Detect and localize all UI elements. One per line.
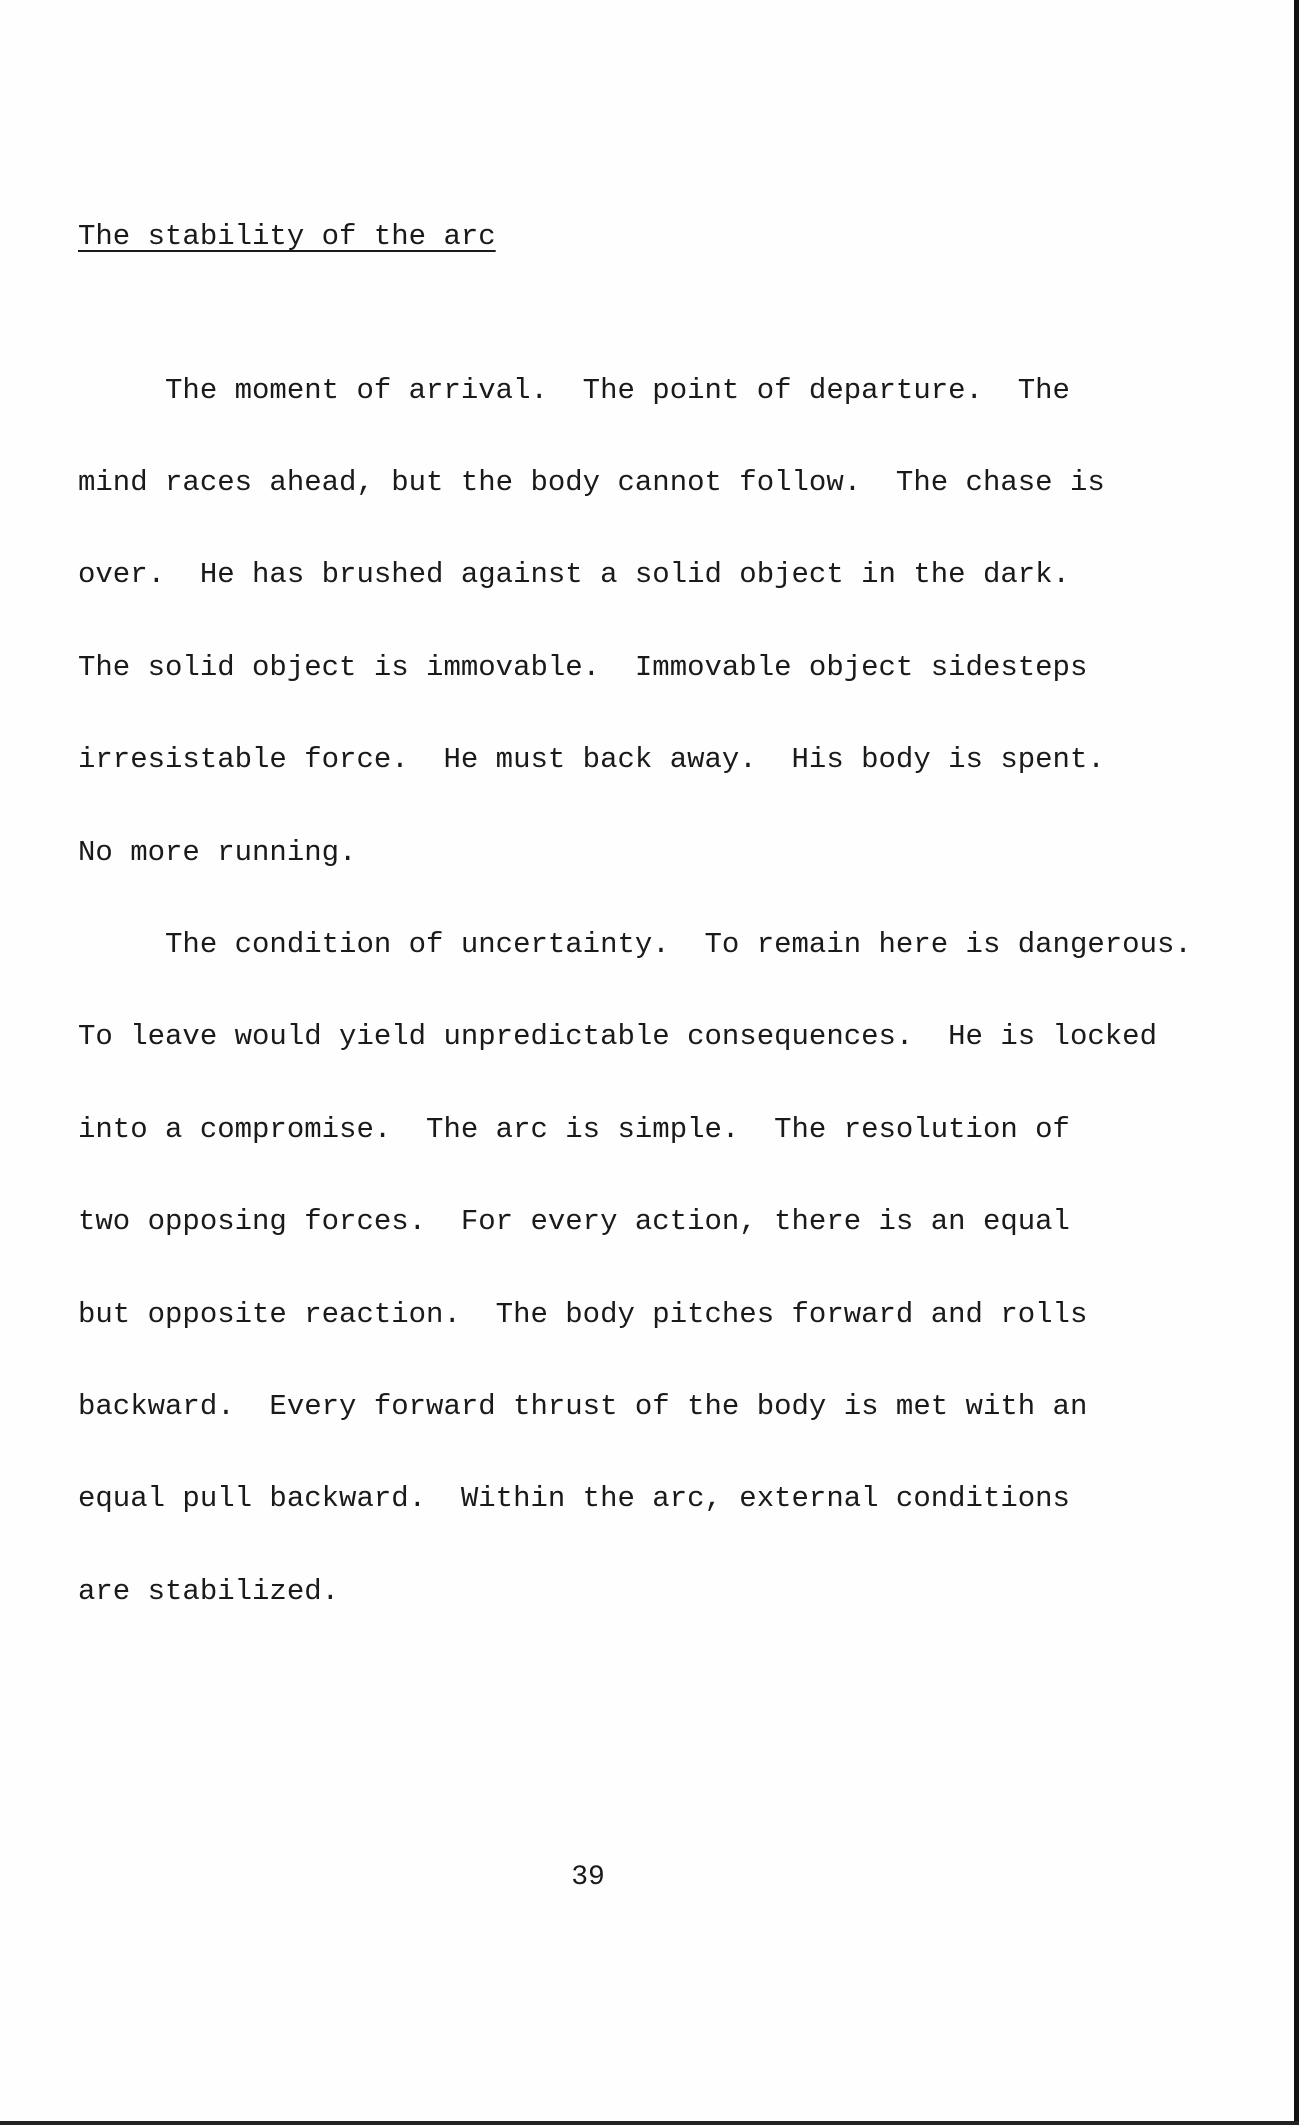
text-line: backward. Every forward thrust of the body is met with an (78, 1389, 1088, 1423)
page-bottom-border (0, 2121, 1299, 2125)
section-title: The stability of the arc (78, 220, 496, 253)
text-line: To leave would yield unpredictable consequences. He is locked (78, 1020, 1157, 1054)
text-line: equal pull backward. Within the arc, external conditions (78, 1482, 1070, 1516)
text-line: over. He has brushed against a solid object in the dark. (78, 558, 1070, 592)
text-line: No more running. (78, 835, 357, 869)
text-line: The condition of uncertainty. To remain here is dangerous. (78, 927, 1192, 961)
body-text (78, 314, 1278, 1669)
text-line: are stabilized. (78, 1574, 340, 1608)
page-number: 39 (571, 1862, 605, 1893)
text-line: two opposing forces. For every action, there is an equal (78, 1205, 1070, 1239)
text-line: mind races ahead, but the body cannot follow. The chase is (78, 465, 1105, 499)
text-line: The moment of arrival. The point of departure. The (78, 373, 1070, 407)
text-line: irresistable force. He must back away. His body is spent. (78, 743, 1105, 777)
page-right-border (1294, 0, 1299, 2125)
text-line: into a compromise. The arc is simple. The resolution of (78, 1112, 1070, 1146)
text-line: but opposite reaction. The body pitches forward and rolls (78, 1297, 1088, 1331)
text-line: The solid object is immovable. Immovable object sidesteps (78, 650, 1088, 684)
